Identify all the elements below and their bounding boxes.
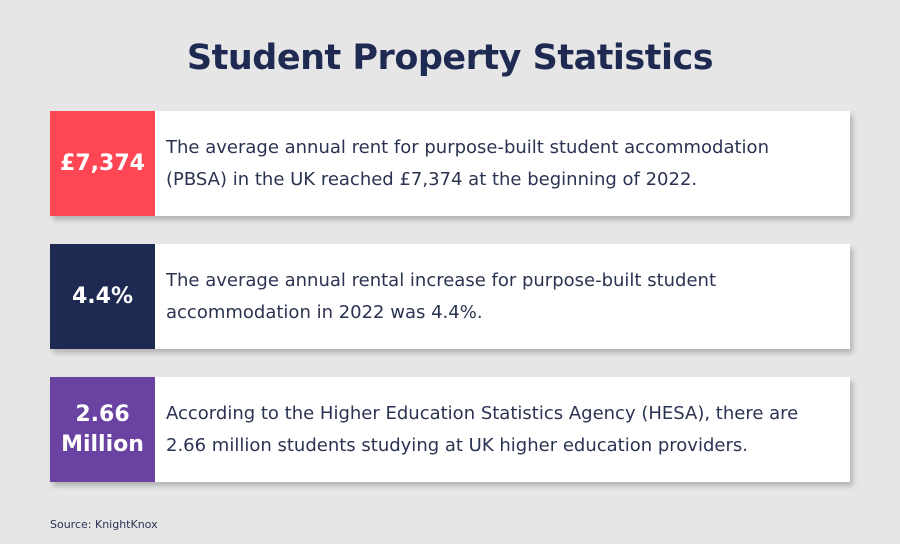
- stat-value-badge: 2.66 Million: [50, 377, 155, 482]
- stat-description-container: [155, 244, 850, 349]
- stat-description: The average annual rent for purpose-built student accommodation (PBSA) in the UK reached £7,374 at the beginning of 2022.: [166, 136, 769, 190]
- stat-description: According to the Higher Education Statistics Agency (HESA), there are 2.66 million students studying at UK higher education providers.: [166, 402, 799, 456]
- stat-description-container: [155, 111, 850, 216]
- stat-description-container: [155, 377, 850, 482]
- stat-card-students: [50, 377, 850, 482]
- stat-description: The average annual rental increase for purpose-built student accommodation in 2022 was 4.4%.: [166, 269, 717, 323]
- stat-value-badge: 4.4%: [50, 244, 155, 349]
- stat-card-rent: [50, 111, 850, 216]
- source-note: Source: KnightKnox: [50, 518, 158, 531]
- stat-card-rental-increase: [50, 244, 850, 349]
- stat-value-badge: £7,374: [50, 111, 155, 216]
- page-title: Student Property Statistics: [186, 38, 714, 78]
